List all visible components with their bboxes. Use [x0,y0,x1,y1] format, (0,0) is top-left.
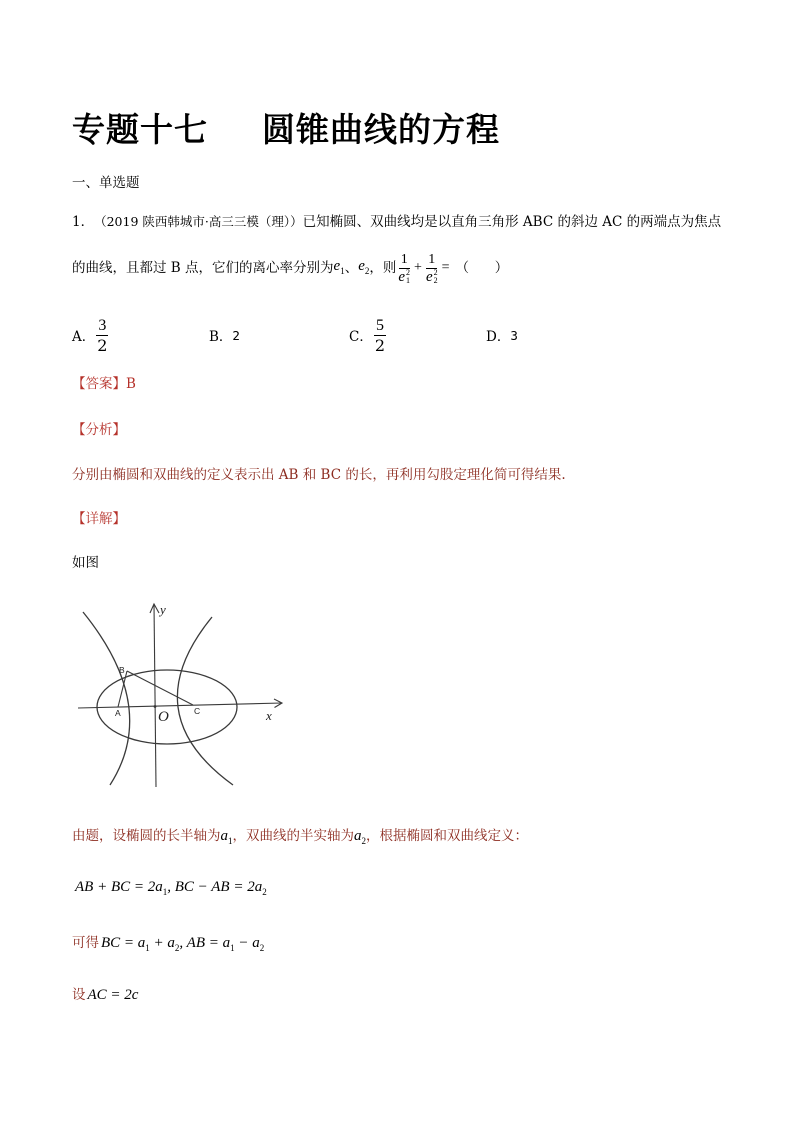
fraction-term-2-numerator: 1 [428,251,436,267]
ecc1-var: e [333,257,341,274]
a2-sub: 2 [361,836,366,846]
eccentricity-1 [334,256,345,281]
res-part-4-sub: 2 [259,943,265,953]
fraction-term-1-denominator [397,269,411,286]
option-c-numerator: 5 [375,316,384,334]
fraction-term-2-var: e [425,268,433,285]
a1-var: a [220,828,228,844]
y-axis [154,604,156,787]
detail-heading [72,509,126,529]
res-part-1-sub: 1 [145,943,150,953]
option-b-value: 2 [232,327,240,343]
segment-bc [127,671,193,705]
solution-line-1-text-1: 由题，设椭圆的长半轴为 [72,828,221,844]
option-c[interactable] [349,313,387,357]
x-axis [78,703,282,708]
ecc2-sub: 2 [364,265,370,276]
fraction-term-2-scripts [434,269,438,285]
fraction-term-1-sub: 1 [406,276,411,285]
detail-label: 【详解】 [72,511,126,527]
res-part-4: − a [234,935,260,951]
option-d-letter: D． [486,329,511,345]
res-part-3-sub: 1 [230,943,235,953]
eccentricity-separator: 、 [344,260,359,276]
option-c-denominator: 2 [374,335,386,355]
res-part-2-sub: 2 [174,943,180,953]
analysis-heading [72,420,126,440]
options-row [0,313,794,357]
solution-line-3 [72,933,264,958]
eq-part-2: , BC − AB = 2a [167,879,263,895]
option-b-letter: B． [209,329,233,345]
fraction-term-1-var: e [398,268,406,285]
option-d-value: 3 [510,327,518,343]
semi-real-axis-symbol [354,826,366,851]
option-c-letter: C． [349,329,373,345]
semi-major-axis-symbol [221,826,233,851]
ecc1-sub: 1 [340,265,345,276]
question-line-2 [72,246,508,290]
plus-sign: + [414,260,422,275]
point-b-label: B [119,665,125,675]
fraction-term-1-scripts [406,269,410,285]
section-heading [72,173,140,193]
option-d[interactable] [486,313,518,357]
eq-part-1-sub: 1 [162,887,168,897]
question-stem-line-2: 的曲线，且都过 B 点，它们的离心率分别为 [72,260,334,276]
solution-line-1-text-2: ，双曲线的半实轴为 [232,828,354,844]
point-c-label: C [194,706,201,716]
equals-sign: = [441,260,450,275]
detail-intro-text: 如图 [72,555,99,571]
fraction-term-1-sup: 2 [406,268,411,277]
option-a-letter: A． [72,329,96,345]
fraction-term-1-numerator: 1 [400,251,408,267]
answer-line [72,374,136,394]
point-a-label: A [115,708,121,718]
res-part-2: + a [149,935,175,951]
equation-ac: AC = 2c [87,987,139,1003]
page-title-number [72,110,208,150]
a1-sub: 1 [228,836,233,846]
section-heading-text: 一、单选题 [72,175,140,191]
solution-line-4-text: 设 [72,987,86,1003]
eq-part-2-sub: 2 [262,887,267,897]
option-a[interactable] [72,313,109,357]
option-c-fraction [374,316,386,355]
y-axis-label: y [160,602,166,617]
question-number: 1． [72,214,95,230]
answer-label: 【答案】 [72,376,126,392]
solution-line-1-text-3: ，根据椭圆和双曲线定义： [366,828,528,844]
fraction-term-1 [397,251,411,286]
title-topic-number: 专题十七 [72,110,208,149]
solution-line-3-text: 可得 [72,935,99,951]
origin-label: O [158,709,169,725]
conic-figure [70,598,290,790]
a2-var: a [354,828,362,844]
title-topic-name: 圆锥曲线的方程 [262,110,500,149]
detail-intro [72,553,99,573]
eq-part-1: AB + BC = 2a [75,879,163,895]
fraction-term-2-sub: 2 [433,276,438,285]
analysis-label: 【分析】 [72,422,126,438]
solution-line-2 [75,877,267,902]
equation-results [101,933,264,958]
hyperbola-left-branch [83,612,130,785]
fraction-term-2 [425,251,439,286]
option-a-denominator: 2 [97,335,108,355]
res-part-3: , AB = a [179,935,231,951]
option-a-fraction [96,316,108,355]
option-a-numerator: 3 [98,316,107,334]
res-part-1: BC = a [101,935,146,951]
fraction-term-2-sup: 2 [433,268,438,277]
solution-line-1 [72,826,528,851]
analysis-paragraph [72,465,566,485]
fraction-term-2-denominator [425,269,439,286]
ecc2-var: e [358,257,365,274]
origin-dot [154,705,157,708]
solution-line-4 [72,985,138,1005]
question-stem-line-1: 已知椭圆、双曲线均是以直角三角形 ABC 的斜边 AC 的两端点为焦点 [302,214,722,230]
analysis-text: 分别由椭圆和双曲线的定义表示出 AB 和 BC 的长，再利用勾股定理化简可得结果. [72,467,566,483]
x-axis-label: x [266,708,272,723]
question-line-1 [72,212,721,232]
then-text: ，则 [369,260,397,276]
option-b[interactable] [209,313,240,357]
answer-value: B [126,376,136,392]
equation-definitions [75,877,267,902]
page-title-name [262,110,500,150]
question-source: （2019 陕西韩城市·高三三模（理）） [94,214,303,229]
answer-blank: （ ） [455,260,509,276]
eccentricity-2 [358,256,369,281]
